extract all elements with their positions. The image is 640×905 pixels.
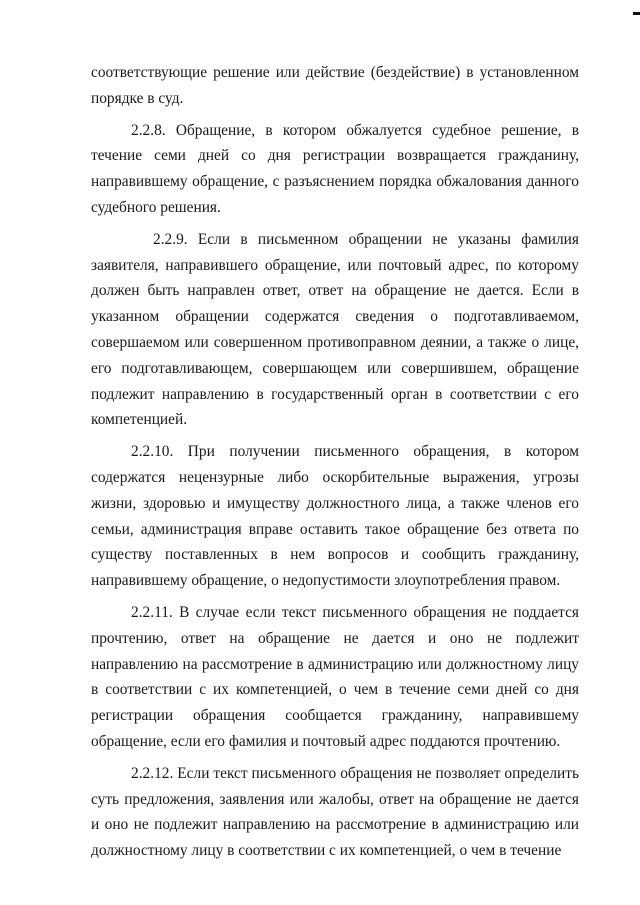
paragraph-continuation: соответствующие решение или действие (бездействие) в установленном порядке в суд. [91, 64, 579, 107]
document-body [91, 60, 579, 870]
paragraph-2-2-9: 2.2.9. Если в письменном обращении не указаны фамилия заявителя, направившего обращение, или почтовый адрес, по которому должен быть направлен ответ, ответ на обращение не дается. Если в указанном обращении содержатся сведения о подготавливаемом, совершаемом или совершенном противоправном деянии, а также о лице, его подготавливающем, совершающем или совершившем, обращение подлежит направлению в государственный орган в соответствии с его компетенцией. [91, 230, 579, 429]
paragraph-2-2-11: 2.2.11. В случае если текст письменного обращения не поддается прочтению, ответ на обращение не дается и оно не подлежит направлению на рассмотрение в администрацию или должностному лицу в соответствии с их компетенцией, о чем в течение семи дней со дня регистрации обращения сообщается гражданину, направившему обращение, если его фамилия и почтовый адрес поддаются прочтению. [91, 603, 579, 750]
scan-edge-mark [633, 12, 640, 15]
paragraph-2-2-10: 2.2.10. При получении письменного обращения, в котором содержатся нецензурные либо оскорбительные выражения, угрозы жизни, здоровью и имуществу должностного лица, а также членов его семьи, администрация вправе оставить такое обращение без ответа по существу поставленных в нем вопросов и сообщить гражданину, направившему обращение, о недопустимости злоупотребления правом. [91, 443, 579, 590]
paragraph-2-2-8: 2.2.8. Обращение, в котором обжалуется судебное решение, в течение семи дней со дня регистрации возвращается гражданину, направившему обращение, с разъяснением порядка обжалования данного судебного решения. [91, 121, 579, 216]
paragraph-2-2-12: 2.2.12. Если текст письменного обращения не позволяет определить суть предложения, заявления или жалобы, ответ на обращение не дается и оно не подлежит направлению на рассмотрение в администрацию или должностному лицу в соответствии с их компетенцией, о чем в течение [91, 764, 579, 860]
